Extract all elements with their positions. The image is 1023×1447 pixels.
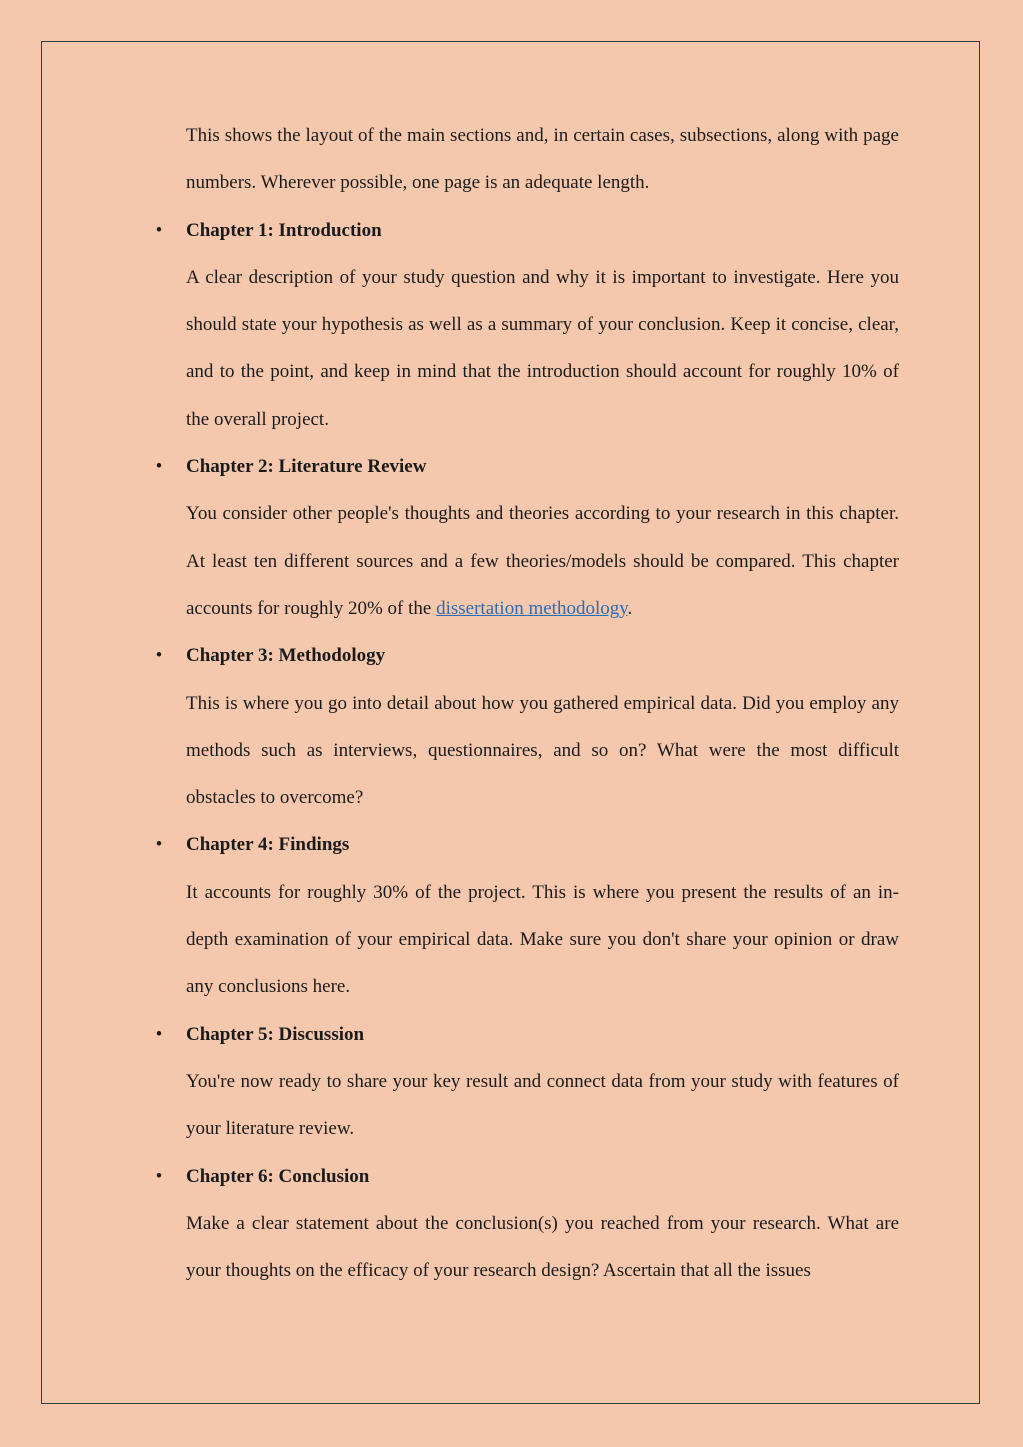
chapter-1-heading <box>155 207 899 254</box>
chapter-5-paragraph: You're now ready to share your key result and connect data from your study with features of your literature review. <box>186 1070 899 1140</box>
chapter-2-heading <box>155 443 899 490</box>
bullet-icon: • <box>155 1023 163 1045</box>
chapter-3-title: Chapter 3: Methodology <box>186 645 386 667</box>
document-body <box>155 112 899 1294</box>
intro-paragraph: This shows the layout of the main sections and, in certain cases, subsections, along with page numbers. Wherever possible, one page is an adequate length. <box>186 125 899 194</box>
chapter-4-title: Chapter 4: Findings <box>186 834 350 856</box>
bullet-icon: • <box>155 456 163 478</box>
chapter-1-paragraph: A clear description of your study question and why it is important to investigate. Here you should state your hypothesis as well as a summary of your conclusion. Keep it concise, clear, and to the point, and keep in mind that the introduction should account for roughly 10% of the overall project. <box>186 266 899 430</box>
chapter-4-heading <box>155 821 899 868</box>
chapter-2-paragraph <box>186 490 899 632</box>
chapter-2-title: Chapter 2: Literature Review <box>186 456 427 478</box>
chapter-6-title: Chapter 6: Conclusion <box>186 1165 370 1187</box>
dissertation-methodology-link[interactable]: dissertation methodology <box>436 597 628 619</box>
bullet-icon: • <box>155 645 163 667</box>
chapter-4-paragraph: It accounts for roughly 30% of the project. This is where you present the results of an in-depth examination of your empirical data. Make sure you don't share your opinion or draw any conclusions here. <box>186 881 899 998</box>
chapter-1-title: Chapter 1: Introduction <box>186 219 382 241</box>
chapter-3-paragraph: This is where you go into detail about how you gathered empirical data. Did you employ any methods such as interviews, questionnaires, and so on? What were the most difficult obstacles to overcome? <box>186 692 899 809</box>
chapter-6-heading <box>155 1153 899 1200</box>
bullet-icon: • <box>155 1165 163 1187</box>
bullet-icon: • <box>155 834 163 856</box>
chapter-6-paragraph: Make a clear statement about the conclusion(s) you reached from your research. What are your thoughts on the efficacy of your research design? Ascertain that all the issues <box>186 1212 899 1282</box>
chapter-5-title: Chapter 5: Discussion <box>186 1023 365 1045</box>
bullet-icon: • <box>155 219 163 241</box>
chapter-5-heading <box>155 1011 899 1058</box>
chapter-3-heading <box>155 632 899 679</box>
chapter-2-text-end: . <box>627 597 633 619</box>
chapter-2-text: You consider other people's thoughts and theories according to your research in this chapter. At least ten different sources and a few theories/models should be compared. This chapter accounts for roughly 20% of the <box>186 503 899 619</box>
